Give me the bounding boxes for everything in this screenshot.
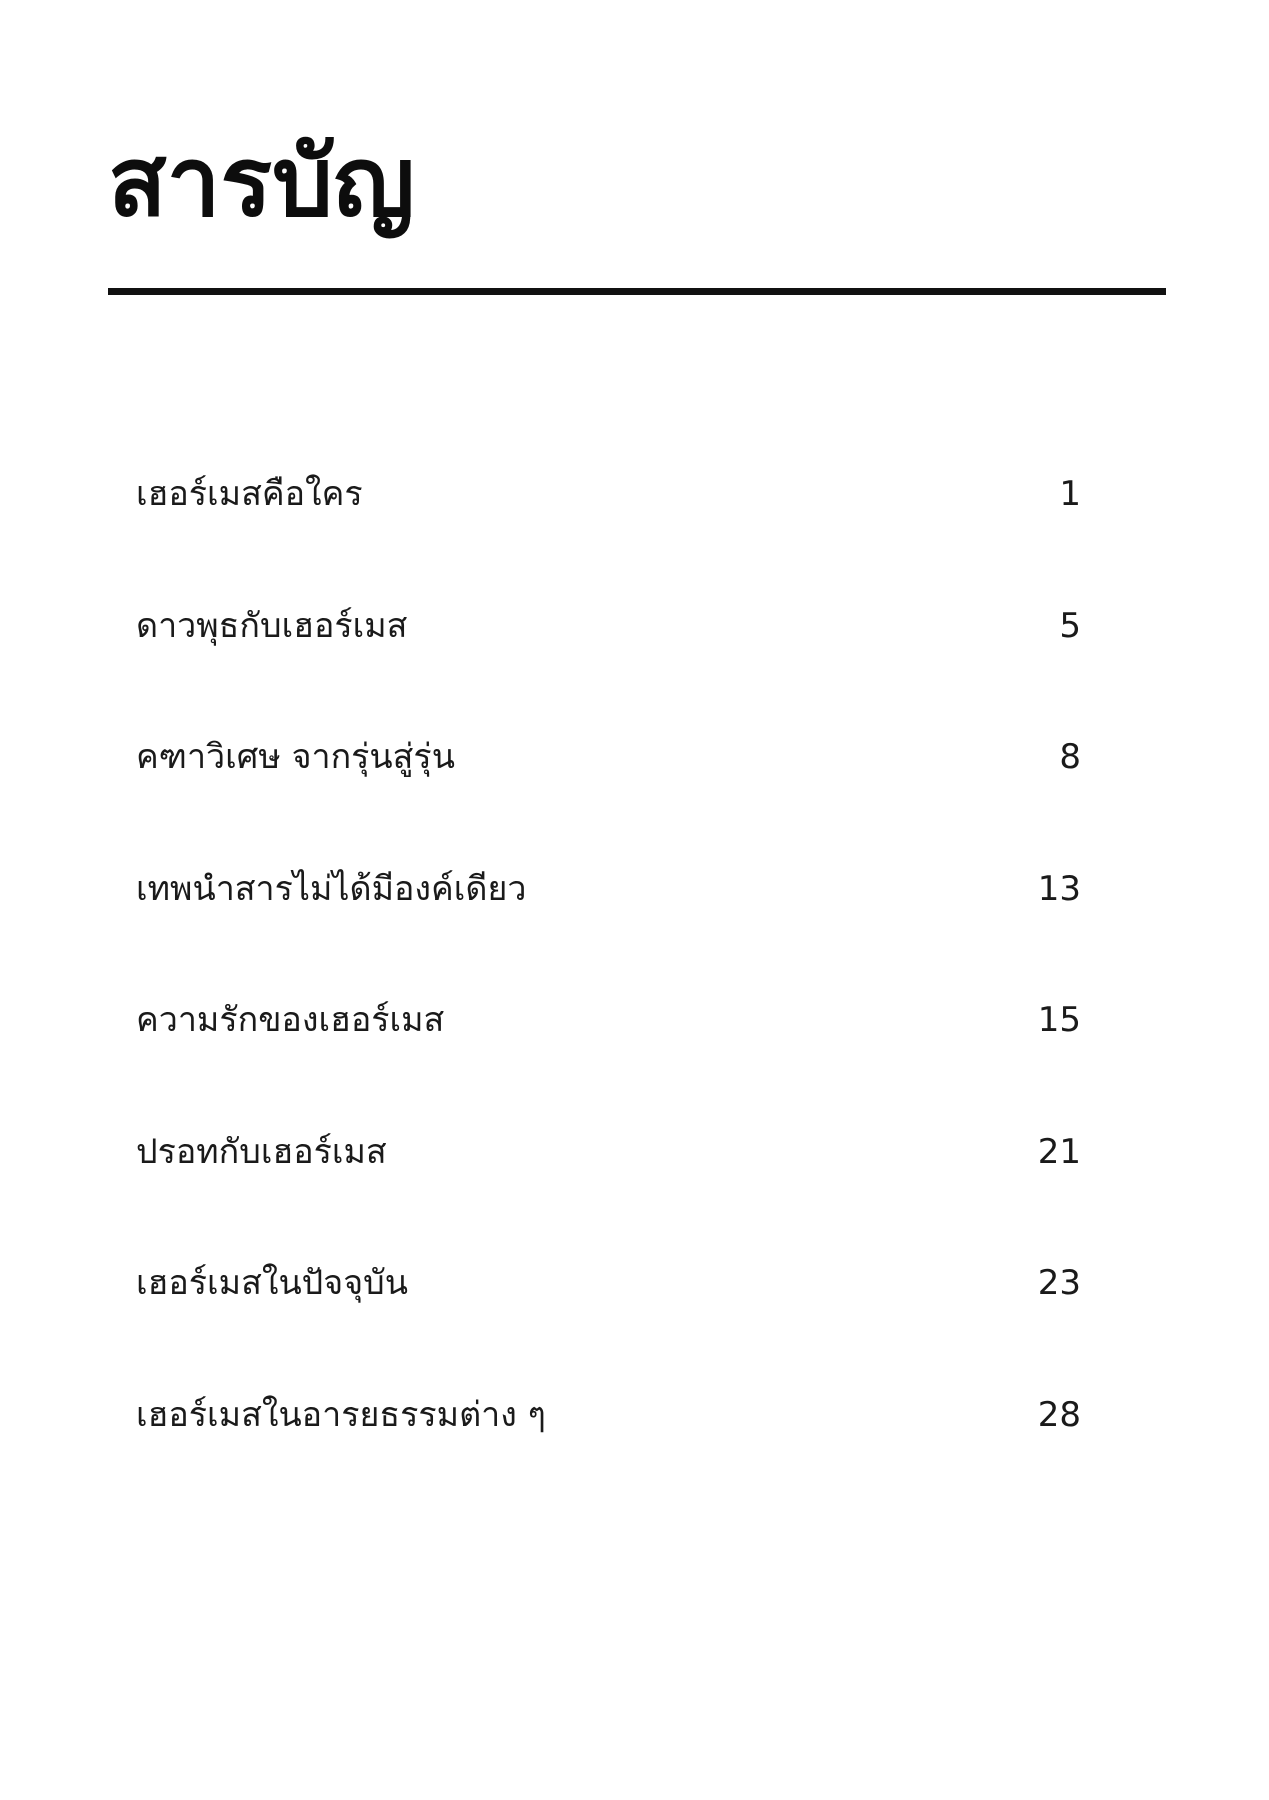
page-title: สารบัญ: [108, 126, 415, 238]
toc-entry[interactable]: [136, 1259, 1081, 1391]
toc-entry-page-number: 28: [1037, 1394, 1081, 1435]
toc-entry-page-number: 23: [1037, 1263, 1081, 1303]
toc-entry-page-number: 21: [1037, 1131, 1081, 1172]
toc-entry[interactable]: [136, 996, 1081, 1128]
toc-entry[interactable]: [136, 733, 1081, 865]
toc-entry-page-number: 13: [1037, 868, 1081, 909]
toc-entry-title: ความรักของเฮอร์เมส: [136, 1000, 445, 1040]
toc-entry-title: เทพนำสารไม่ได้มีองค์เดียว: [136, 868, 527, 909]
toc-entry-page-number: 1: [1059, 474, 1081, 514]
toc-entry-page-number: 15: [1037, 1000, 1081, 1040]
toc-entry-title: เฮอร์เมสในอารยธรรมต่าง ๆ: [136, 1394, 546, 1435]
toc-entry-title: เฮอร์เมสคือใคร: [136, 474, 363, 514]
toc-entry[interactable]: [136, 470, 1081, 602]
toc-entry-title: เฮอร์เมสในปัจจุบัน: [136, 1263, 408, 1303]
toc-entry[interactable]: [136, 1391, 1081, 1523]
toc-entry-title: ดาวพุธกับเฮอร์เมส: [136, 605, 408, 646]
toc-entry-title: ปรอทกับเฮอร์เมส: [136, 1131, 387, 1172]
toc-entry-page-number: 8: [1059, 737, 1081, 777]
toc-entry[interactable]: [136, 865, 1081, 997]
toc-entry-page-number: 5: [1059, 605, 1081, 646]
toc-entry[interactable]: [136, 602, 1081, 734]
toc-entry[interactable]: [136, 1128, 1081, 1260]
toc-entry-title: คฑาวิเศษ จากรุ่นสู่รุ่น: [136, 737, 455, 777]
title-divider: [108, 288, 1166, 295]
table-of-contents: [136, 470, 1081, 1522]
